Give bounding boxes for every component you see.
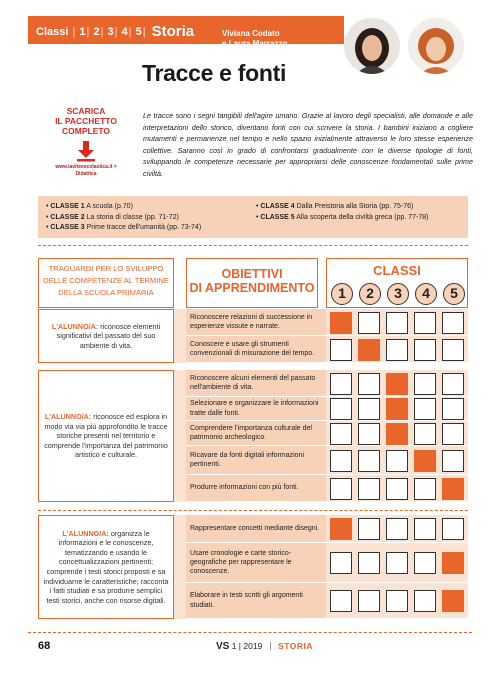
author-line-2: e Laura Marrazzo xyxy=(222,39,288,48)
class-5-cell xyxy=(442,450,464,472)
class-1-cell xyxy=(330,398,352,420)
class-3-cell xyxy=(386,423,408,445)
nav-class-3: 3 xyxy=(107,26,114,38)
table-section xyxy=(38,515,468,619)
class-1-cell xyxy=(330,450,352,472)
class-2-cell xyxy=(358,398,380,420)
class-1-cell xyxy=(330,518,352,540)
class-1-cell xyxy=(330,373,352,395)
author-photo-1 xyxy=(344,18,400,74)
objective: Produrre informazioni con più fonti. xyxy=(186,475,326,502)
objective: Riconoscere alcuni elementi del passato nell'ambiente di vita. xyxy=(186,370,326,397)
objective: Usare cronologie e carte storico-geografiche per rappresentare le conoscenze. xyxy=(186,543,326,583)
class-1-cell xyxy=(330,478,352,500)
class-5-cell xyxy=(442,398,464,420)
class-4-cell xyxy=(414,423,436,445)
class-5-cell xyxy=(442,552,464,574)
class-3-cell xyxy=(386,518,408,540)
class-4-cell xyxy=(414,312,436,334)
author-line-1: Viviana Codato xyxy=(222,29,280,38)
goal-text: riconosce ed esplora in modo via via più approfondito le tracce storiche presenti nel territorio e comprende l'importanza del patrimonio artistico e culturale. xyxy=(44,412,168,460)
class-3-cell xyxy=(386,398,408,420)
goal-lead: L'ALUNNO/A: xyxy=(62,528,109,538)
class-3-cell xyxy=(386,552,408,574)
nav-class-4: 4 xyxy=(121,26,128,38)
header-nav: Classi | 1| 2| 3| 4| 5| Storia xyxy=(36,23,195,40)
class-3-cell xyxy=(386,450,408,472)
goal-lead: L'ALUNNO/A: xyxy=(51,321,99,331)
section-spacer xyxy=(174,515,186,619)
class-1-cell xyxy=(330,552,352,574)
class-4-cell xyxy=(414,590,436,612)
table-section xyxy=(38,309,468,363)
objective: Ricavare da fonti digitali informazioni pertinenti. xyxy=(186,446,326,475)
class-5-cell xyxy=(442,339,464,361)
nav-prefix: Classi xyxy=(36,26,69,38)
class-2-cell xyxy=(358,478,380,500)
section-spacer xyxy=(174,309,186,363)
brand-logo: VS xyxy=(216,641,230,652)
section-spacer xyxy=(174,370,186,502)
divider xyxy=(38,245,468,246)
class-3-cell xyxy=(386,312,408,334)
class-3-cell xyxy=(386,339,408,361)
class-3-cell xyxy=(386,590,408,612)
class-2-cell xyxy=(358,423,380,445)
classes-header xyxy=(326,258,468,308)
classes-box xyxy=(38,196,468,238)
competence-goal xyxy=(38,309,174,363)
nav-class-2: 2 xyxy=(93,26,100,38)
class-2-cell xyxy=(358,590,380,612)
page-number: 68 xyxy=(38,640,51,652)
class-5-cell xyxy=(442,312,464,334)
class-number-3: 3 xyxy=(387,283,409,305)
class-number-1: 1 xyxy=(331,283,353,305)
goal-text: organizza le informazioni e le conoscenze, tematizzando e usando le concettualizzazioni pertinenti; comprende i testi storici proposti e sa individuarne le caratteristiche; racconta i fatti studiati e sa produrre semplici testi storici, anche con risorse digitali. xyxy=(43,528,169,605)
authors xyxy=(222,29,287,49)
objective: Elaborare in testi scritti gli argomenti studiati. xyxy=(186,583,326,619)
class-4-cell xyxy=(414,552,436,574)
download-label: SCARICA IL PACCHETTO COMPLETO xyxy=(55,106,117,136)
intro-text: Le tracce sono i segni tangibili dell'agire umano. Grazie al lavoro degli specialisti, alle domande e alle interpretazioni dello storico, diventano fonti con cui scrivere la storia. I bambini iniziano a cogliere mutamenti e permanenze nel tempo e nello spazio inizialmente attraverso le loro stesse esperienze collettive. Saranno così in grado di confrontarsi gradualmente con le diverse tipologie di fonti, sviluppando le competenze necessarie per appropriarsi delle conoscenze fondamentali sulle prime civiltà. xyxy=(143,111,473,178)
download-icon xyxy=(75,140,97,162)
objective: Riconoscere relazioni di successione in esperienze vissute e narrate. xyxy=(186,309,326,336)
class-4-cell xyxy=(414,373,436,395)
class-5-cell xyxy=(442,373,464,395)
footer-subject: STORIA xyxy=(278,641,314,651)
class-2-cell xyxy=(358,450,380,472)
class-3-cell xyxy=(386,373,408,395)
class-entry: • CLASSE 5 Alla scoperta della civiltà greca (pp. 77-78) xyxy=(256,213,429,221)
goal-lead: L'ALUNNO/A: xyxy=(44,412,92,422)
class-3-cell xyxy=(386,478,408,500)
objective: Conoscere e usare gli strumenti convenzionali di misurazione del tempo. xyxy=(186,336,326,363)
class-2-cell xyxy=(358,373,380,395)
classes-header-label: CLASSI xyxy=(373,263,421,278)
footer-brand xyxy=(216,641,313,652)
objective: Rappresentare concetti mediante disegni. xyxy=(186,515,326,543)
nav-class-1: 1 xyxy=(79,26,86,38)
class-5-cell xyxy=(442,478,464,500)
class-entry: • CLASSE 4 Dalla Preistoria alla Storia (pp. 75-76) xyxy=(256,203,414,210)
class-1-cell xyxy=(330,590,352,612)
page-header xyxy=(0,0,500,56)
table-section xyxy=(38,370,468,502)
class-number-2: 2 xyxy=(359,283,381,305)
issue: 1 | 2019 xyxy=(231,641,263,651)
class-4-cell xyxy=(414,478,436,500)
class-5-cell xyxy=(442,590,464,612)
objective: Selezionare e organizzare le informazioni tratte dalle fonti. xyxy=(186,397,326,421)
class-2-cell xyxy=(358,518,380,540)
download-package[interactable] xyxy=(38,106,134,178)
class-number-5: 5 xyxy=(443,283,465,305)
objectives-header: OBIETTIVI DI APPRENDIMENTO xyxy=(186,258,318,308)
page-title: Tracce e fonti xyxy=(142,60,287,86)
download-link[interactable]: www.laviteescolastica.it > Didattica xyxy=(55,164,117,177)
competence-goal xyxy=(38,515,174,619)
class-2-cell xyxy=(358,552,380,574)
goals-header: TRAGUARDI PER LO SVILUPPO DELLE COMPETENZE AL TERMINE DELLA SCUOLA PRIMARIA xyxy=(38,258,174,308)
goal-text: riconosce elementi significativi del passato del suo ambiente di vita. xyxy=(56,321,161,350)
header-subject: Storia xyxy=(151,23,195,40)
class-4-cell xyxy=(414,450,436,472)
class-entry: • CLASSE 2 La storia di classe (pp. 71-72) xyxy=(46,213,179,221)
class-entry: • CLASSE 3 Prime tracce dell'umanità (pp. 73-74) xyxy=(46,224,202,231)
class-entry: • CLASSE 1 A scuola (p.70) xyxy=(46,203,133,210)
author-photo-2 xyxy=(408,18,464,74)
objective: Comprendere l'importanza culturale del patrimonio archeologico. xyxy=(186,421,326,446)
class-4-cell xyxy=(414,339,436,361)
section-divider xyxy=(38,510,468,511)
class-1-cell xyxy=(330,312,352,334)
class-5-cell xyxy=(442,423,464,445)
class-2-cell xyxy=(358,312,380,334)
class-2-cell xyxy=(358,339,380,361)
class-4-cell xyxy=(414,518,436,540)
class-5-cell xyxy=(442,518,464,540)
nav-class-5: 5 xyxy=(135,26,142,38)
footer-divider xyxy=(28,632,472,633)
class-1-cell xyxy=(330,339,352,361)
class-4-cell xyxy=(414,398,436,420)
class-number-4: 4 xyxy=(415,283,437,305)
competence-goal xyxy=(38,370,174,502)
class-1-cell xyxy=(330,423,352,445)
